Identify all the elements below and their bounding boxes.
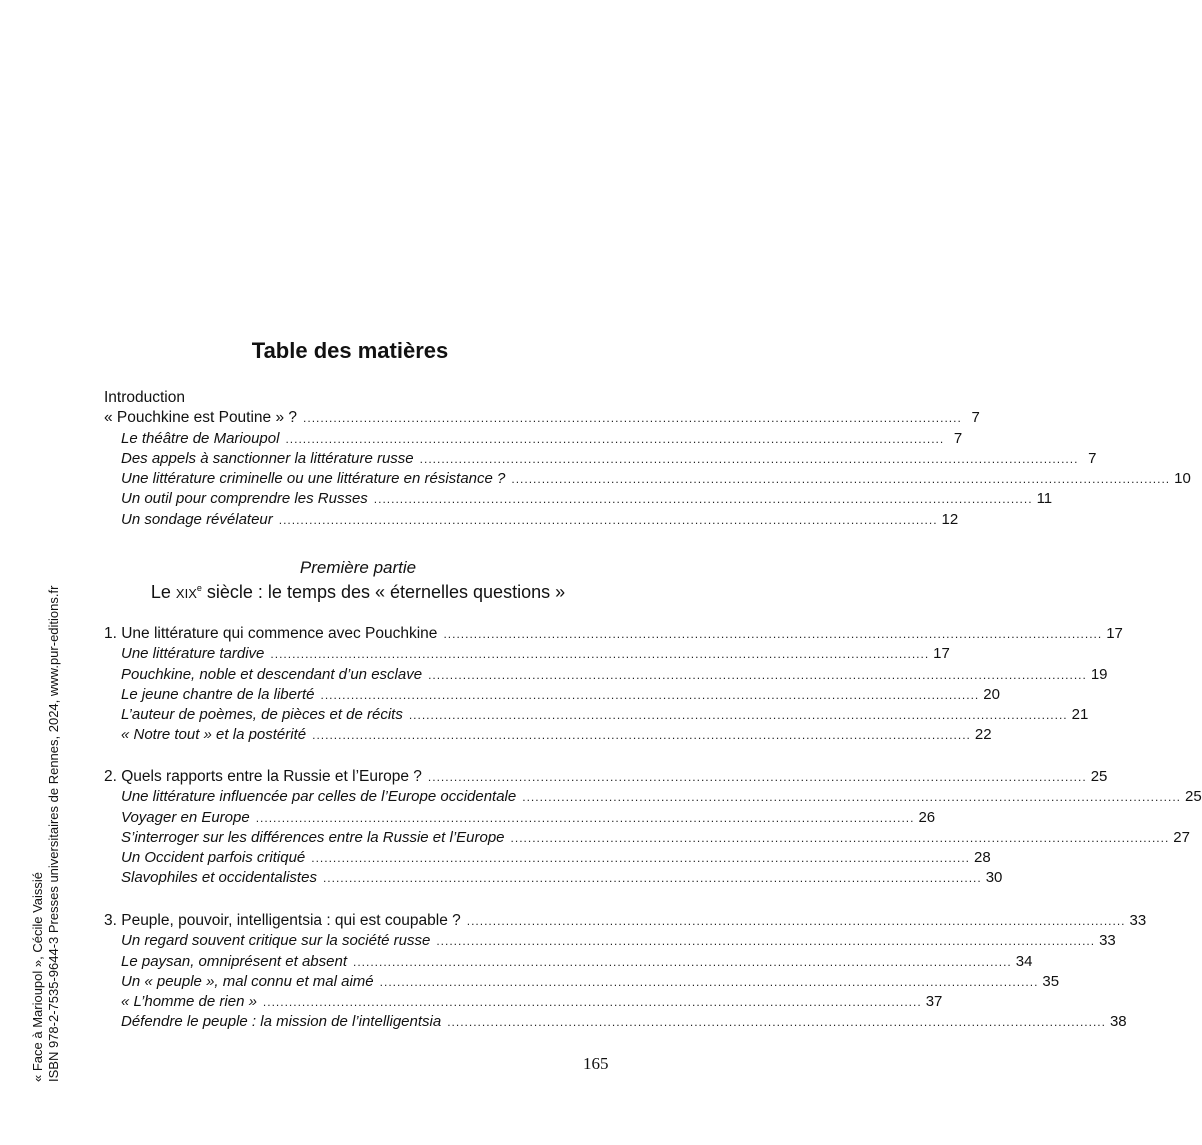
toc-entry[interactable] xyxy=(104,1012,1127,1032)
toc-entry-page: 38 xyxy=(1109,1013,1127,1031)
toc-entry[interactable] xyxy=(104,705,1089,725)
toc-entry-page: 26 xyxy=(918,808,936,826)
leader-dots: ........................................................................................................................................................ xyxy=(466,914,1126,928)
leader-dots: ........................................................................................................................................................ xyxy=(408,708,1068,723)
toc-entry-text: 3. Peuple, pouvoir, intelligentsia : qui est coupable ? xyxy=(104,912,461,929)
toc-entry-text: Un regard souvent critique sur la société russe xyxy=(121,932,431,950)
toc-entry-text: Des appels à sanctionner la littérature russe xyxy=(121,449,414,467)
toc-entry-text: S’interroger sur les différences entre la Russie et l’Europe xyxy=(121,828,505,846)
toc-entry-text: L’auteur de poèmes, de pièces et de récits xyxy=(121,706,403,724)
toc-entry[interactable] xyxy=(104,685,1000,705)
part-title-sup: e xyxy=(196,583,202,593)
toc-entry-page: 22 xyxy=(974,726,992,744)
toc-entry-text: Un outil pour comprendre les Russes xyxy=(121,490,368,508)
toc-entry[interactable] xyxy=(104,449,1097,469)
toc-entry-page: 21 xyxy=(1071,706,1089,724)
toc-entry-page: 20 xyxy=(983,685,1000,703)
leader-dots: ........................................................................................................................................................ xyxy=(255,810,915,825)
toc-chapter-heading[interactable] xyxy=(104,767,1108,787)
toc-entry-page: 17 xyxy=(1106,625,1123,642)
toc-entry-page: 27 xyxy=(1173,828,1190,846)
toc-entry-page: 34 xyxy=(1015,952,1033,970)
leader-dots: ........................................................................................................................................................ xyxy=(427,770,1087,784)
toc-entry-text: Pouchkine, noble et descendant d’un esclave xyxy=(121,665,423,683)
toc-entry[interactable] xyxy=(104,952,1033,972)
toc-entry-page: 17 xyxy=(933,645,950,663)
leader-dots: ........................................................................................................................................................ xyxy=(285,431,945,446)
toc-entry-page: 28 xyxy=(974,849,991,867)
toc-entry[interactable] xyxy=(104,787,1202,807)
toc-entry[interactable] xyxy=(104,429,963,449)
leader-dots: ........................................................................................................................................................ xyxy=(447,1015,1106,1030)
leader-dots: ........................................................................................................................................................ xyxy=(373,492,1033,507)
toc-entry[interactable] xyxy=(104,868,1003,888)
toc-entry-text: « L’homme de rien » xyxy=(121,993,257,1011)
side-note-line-1: « Face à Marioupol », Cécile Vaissié xyxy=(30,871,45,1082)
toc-entry-page: 7 xyxy=(971,409,980,427)
toc-entry-page: 10 xyxy=(1174,470,1191,488)
toc-entry-text: Un Occident parfois critiqué xyxy=(121,849,306,867)
part-title-century: xix xyxy=(175,582,197,602)
leader-dots: ........................................................................................................................................................ xyxy=(379,974,1039,989)
leader-dots: ........................................................................................................................................................ xyxy=(322,871,982,886)
toc-entry-page: 12 xyxy=(941,510,959,528)
leader-dots: ........................................................................................................................................................ xyxy=(428,667,1087,682)
toc-entry-text: Une littérature influencée par celles de l’Europe occidentale xyxy=(121,788,517,806)
toc-entry-page: 7 xyxy=(1088,449,1097,467)
toc-chapter-3 xyxy=(104,911,1147,1033)
toc-entry[interactable] xyxy=(104,931,1116,951)
leader-dots: ........................................................................................................................................................ xyxy=(436,934,1096,949)
intro-heading: Introduction xyxy=(104,389,185,406)
toc-entry[interactable] xyxy=(104,510,959,530)
page-title: Table des matières xyxy=(251,338,449,363)
toc-entry[interactable] xyxy=(104,489,1053,509)
leader-dots: ........................................................................................................................................................ xyxy=(352,954,1012,969)
part-title xyxy=(104,582,612,603)
leader-dots: ........................................................................................................................................................ xyxy=(270,647,930,662)
leader-dots: ........................................................................................................................................................ xyxy=(320,687,980,702)
toc-entry-page: 35 xyxy=(1042,972,1060,990)
toc-entry[interactable] xyxy=(104,992,943,1012)
toc-entry-page: 7 xyxy=(953,429,963,447)
part-label: Première partie xyxy=(299,558,417,577)
toc-entry-page: 33 xyxy=(1129,912,1147,929)
toc-entry-text: Le jeune chantre de la liberté xyxy=(121,685,315,703)
leader-dots: ........................................................................................................................................................ xyxy=(511,472,1171,487)
toc-chapter-2 xyxy=(104,767,1202,889)
toc-entry[interactable] xyxy=(104,808,936,828)
toc-entry[interactable] xyxy=(104,828,1190,848)
leader-dots: ........................................................................................................................................................ xyxy=(522,790,1182,805)
page-number: 165 xyxy=(583,1054,609,1073)
part-title-suffix: siècle : le temps des « éternelles questions » xyxy=(201,582,566,602)
toc-entry-text: Voyager en Europe xyxy=(121,808,250,826)
leader-dots: ........................................................................................................................................................ xyxy=(510,830,1170,845)
toc-entry-text: 2. Quels rapports entre la Russie et l’Europe ? xyxy=(104,768,422,785)
toc-entry-text: 1. Une littérature qui commence avec Pouchkine xyxy=(104,625,438,642)
toc-entry-text: « Notre tout » et la postérité xyxy=(121,726,307,744)
toc-chapter-heading[interactable] xyxy=(104,911,1147,931)
leader-dots: ........................................................................................................................................................ xyxy=(419,451,1079,466)
part-title-prefix: Le xyxy=(150,582,176,602)
toc-entry-page: 25 xyxy=(1090,768,1108,785)
side-note-line-2: ISBN 978-2-7535-9644-3 Presses universitaires de Rennes, 2024, www.pur-editions.fr xyxy=(46,585,61,1082)
toc-introduction xyxy=(104,388,1191,530)
toc-entry-page: 25 xyxy=(1185,788,1202,806)
toc-entry-text: « Pouchkine est Poutine » ? xyxy=(104,409,298,427)
side-note xyxy=(0,0,61,1082)
toc-entry-text: Slavophiles et occidentalistes xyxy=(121,869,317,887)
toc-entry-text: Une littérature criminelle ou une littérature en résistance ? xyxy=(121,470,506,488)
toc-entry-page: 37 xyxy=(925,993,943,1011)
toc-entry[interactable] xyxy=(104,972,1060,992)
toc-entry-page: 30 xyxy=(985,869,1003,887)
leader-dots: ........................................................................................................................................................ xyxy=(278,512,938,527)
toc-chapter-1 xyxy=(104,624,1123,746)
leader-dots: ........................................................................................................................................................ xyxy=(311,851,971,866)
toc-entry[interactable] xyxy=(104,665,1108,685)
toc-entry-page: 19 xyxy=(1090,665,1108,683)
leader-dots: ........................................................................................................................................................ xyxy=(262,995,922,1010)
toc-entry-page: 11 xyxy=(1036,490,1053,508)
toc-entry-page: 33 xyxy=(1099,932,1116,950)
toc-chapter-heading[interactable] xyxy=(104,624,1123,644)
toc-entry[interactable] xyxy=(104,644,950,664)
toc-entry[interactable] xyxy=(104,848,991,868)
leader-dots: ........................................................................................................................................................ xyxy=(312,728,971,743)
leader-dots: ........................................................................................................................................................ xyxy=(303,411,962,426)
toc-entry-text: Une littérature tardive xyxy=(121,645,265,663)
toc-entry[interactable] xyxy=(104,469,1191,489)
toc-entry-text: Le théâtre de Marioupol xyxy=(121,429,280,447)
leader-dots: ........................................................................................................................................................ xyxy=(443,627,1103,641)
toc-entry-intro-main[interactable] xyxy=(104,408,980,428)
toc-entry-text: Défendre le peuple : la mission de l’intelligentsia xyxy=(121,1013,442,1031)
toc-entry[interactable] xyxy=(104,725,992,745)
toc-entry-text: Un « peuple », mal connu et mal aimé xyxy=(121,972,374,990)
toc-entry-text: Le paysan, omniprésent et absent xyxy=(121,952,347,970)
toc-entry-text: Un sondage révélateur xyxy=(121,510,273,528)
